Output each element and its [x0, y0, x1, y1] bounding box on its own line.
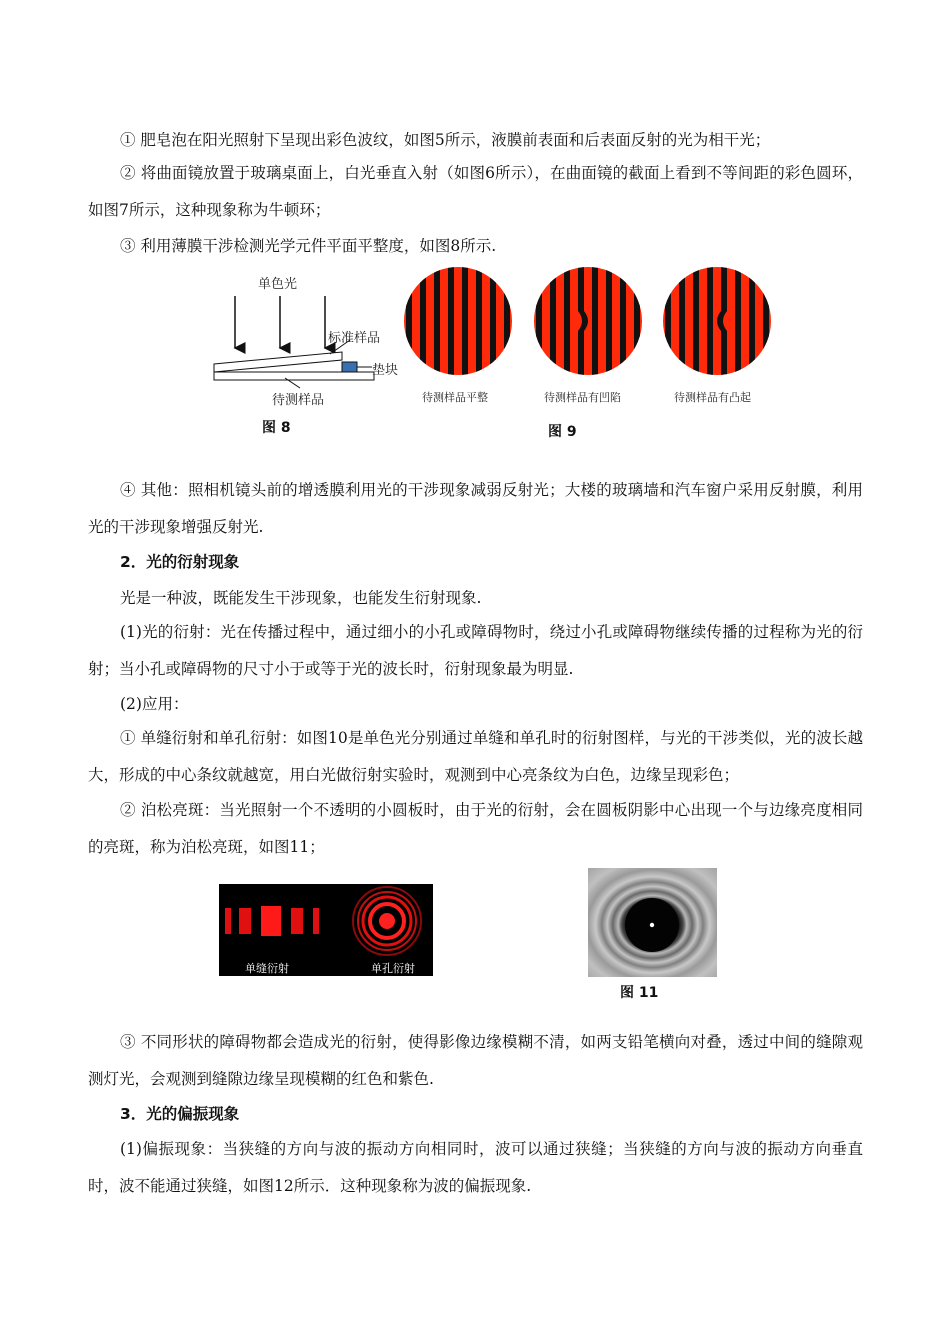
test-sample-plate [214, 372, 374, 380]
section-heading-diffraction: 2．光的衍射现象 [120, 553, 240, 571]
interference-item-1: ① 肥皂泡在阳光照射下呈现出彩色波纹，如图5所示，液膜前表面和后表面反射的光为相干光； [120, 131, 771, 149]
standard-sample-plate [214, 352, 342, 372]
figure-9 [398, 265, 788, 410]
figure-10 [219, 884, 433, 976]
single-hole-pattern [353, 887, 421, 955]
figure-9-fringes [398, 265, 788, 385]
interference-item-4: ④ 其他：照相机镜头前的增透膜利用光的干涉现象减弱反射光；大楼的玻璃墙和汽车窗户采用反射膜，利用光的干涉现象增强反射光. [88, 481, 863, 536]
diffraction-application-2: ② 泊松亮斑：当光照射一个不透明的小圆板时，由于光的衍射，会在圆板阴影中心出现一个与边缘亮度相同的亮斑，称为泊松亮斑，如图11； [88, 801, 863, 856]
figure-8 [200, 268, 410, 418]
diffraction-intro: 光是一种波，既能发生干涉现象，也能发生衍射现象. [120, 589, 482, 607]
figure-9-caption: 图 9 [548, 424, 577, 440]
interference-item-3: ③ 利用薄膜干涉检测光学元件平面平整度，如图8所示. [120, 237, 497, 255]
pad-block [342, 362, 357, 372]
diffraction-definition: (1)光的衍射：光在传播过程中，通过细小的小孔或障碍物时，绕过小孔或障碍物继续传播的过程称为光的衍射；当小孔或障碍物的尺寸小于或等于光的波长时，衍射现象最为明显. [88, 623, 863, 678]
fringe-dent [528, 265, 648, 385]
label-flat: 待测样品平整 [422, 391, 488, 404]
interference-item-2: ② 将曲面镜放置于玻璃桌面上，白光垂直入射（如图6所示），在曲面镜的截面上看到不等间距的彩色圆环，如图7所示，这种现象称为牛顿环； [88, 164, 863, 219]
diffraction-application-title: (2)应用： [120, 695, 189, 713]
single-slit-pattern [225, 906, 319, 936]
label-single-slit: 单缝衍射 [245, 962, 289, 975]
label-test-sample: 待测样品 [272, 393, 325, 408]
fringe-bump [657, 265, 777, 385]
label-standard-sample: 标准样品 [328, 331, 381, 346]
section-heading-polarization: 3．光的偏振现象 [120, 1105, 240, 1123]
figure-11-caption: 图 11 [620, 985, 659, 1001]
diffraction-application-3: ③ 不同形状的障碍物都会造成光的衍射，使得影像边缘模糊不清，如两支铅笔横向对叠，透过中间的缝隙观测灯光，会观测到缝隙边缘呈现模糊的红色和紫色. [88, 1033, 863, 1088]
label-single-hole: 单孔衍射 [371, 962, 415, 975]
label-pad: 垫块 [372, 363, 399, 378]
label-bump: 待测样品有凸起 [674, 391, 751, 404]
label-monochromatic-light: 单色光 [258, 277, 298, 292]
polarization-paragraph-1: (1)偏振现象：当狭缝的方向与波的振动方向相同时，波可以通过狭缝；当狭缝的方向与波的振动方向垂直时，波不能通过狭缝，如图12所示．这种现象称为波的偏振现象. [88, 1140, 863, 1195]
label-dent: 待测样品有凹陷 [544, 391, 621, 404]
poisson-spot-image [588, 868, 717, 977]
fringe-flat [398, 265, 518, 385]
diffraction-application-1: ① 单缝衍射和单孔衍射：如图10是单色光分别通过单缝和单孔时的衍射图样，与光的干涉类似，光的波长越大，形成的中心条纹就越宽，用白光做衍射实验时，观测到中心亮条纹为白色，边缘呈现彩色； [88, 729, 863, 784]
figure-8-caption: 图 8 [262, 420, 291, 436]
figure-11 [588, 868, 717, 977]
bright-spot [650, 923, 654, 927]
